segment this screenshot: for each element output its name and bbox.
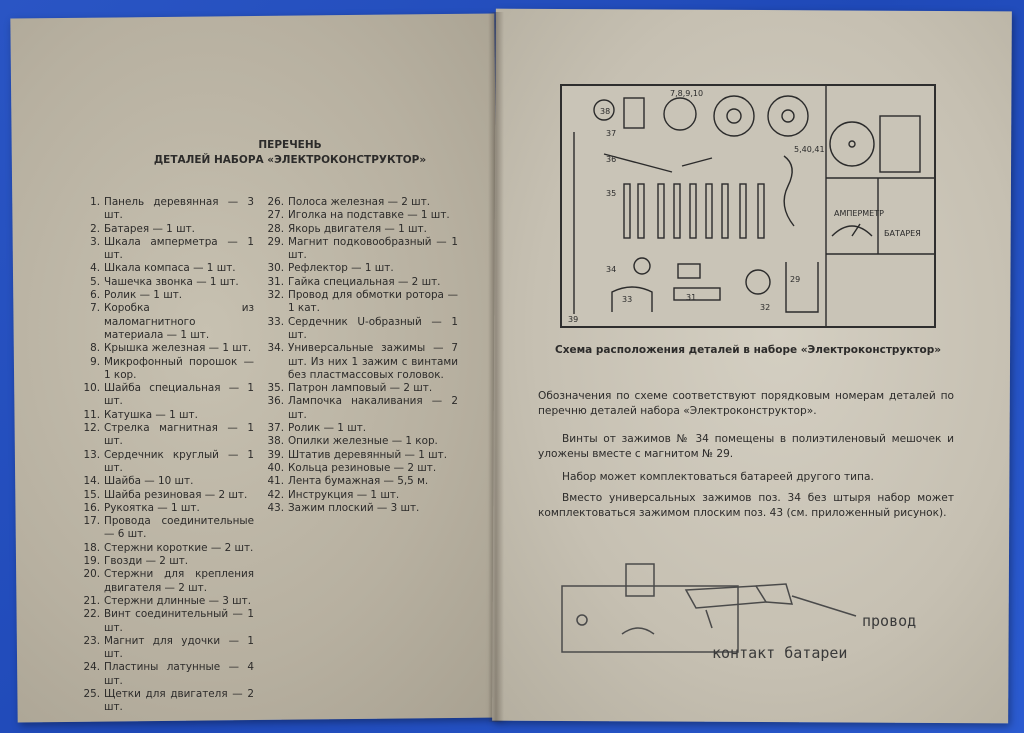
- list-item: [262, 489, 458, 502]
- item-text: Полоса железная — 2 шт.: [288, 196, 431, 208]
- book-spine: [488, 12, 504, 722]
- item-text: Щетки для двигателя — 2 шт.: [104, 687, 254, 714]
- item-text: Инструкция — 1 шт.: [288, 488, 400, 501]
- item-number: 38.: [267, 435, 284, 448]
- item-number: 35.: [267, 382, 284, 395]
- item-text: Сердечник круглый — 1 шт.: [104, 448, 254, 474]
- item-number: 1.: [90, 196, 100, 208]
- item-number: 36.: [267, 395, 284, 408]
- item-number: 29.: [267, 235, 284, 248]
- svg-text:34: 34: [606, 265, 617, 274]
- list-item: [262, 449, 458, 462]
- item-number: 20.: [83, 568, 100, 581]
- item-text: Винт соединительный — 1 шт.: [104, 608, 254, 634]
- parts-list-title: [120, 138, 460, 168]
- paragraph-clamp: Вместо универсальных зажимов поз. 34 без штыря набор может комплектоваться зажимом плоским поз. 43 (см. приложенный рисунок).: [538, 492, 954, 519]
- list-item: [82, 409, 254, 422]
- item-text: Шайба — 10 шт.: [104, 475, 194, 488]
- item-number: 24.: [83, 661, 100, 674]
- item-number: 33.: [267, 315, 284, 328]
- item-number: 25.: [83, 687, 100, 700]
- item-number: 2.: [90, 222, 100, 235]
- item-text: Шайба резиновая — 2 шт.: [104, 488, 248, 501]
- item-number: 5.: [90, 275, 100, 288]
- list-item: [82, 542, 254, 555]
- list-item: [262, 502, 458, 515]
- paragraph-screws: Винты от зажимов № 34 помещены в полиэтиленовый мешочек и уложены вместе с магнитом № 29.: [538, 433, 954, 460]
- item-text: Стержни короткие — 2 шт.: [104, 541, 254, 554]
- list-item: [262, 342, 458, 382]
- item-number: 22.: [83, 608, 100, 621]
- item-text: Якорь двигателя — 1 шт.: [288, 222, 427, 235]
- svg-text:АМПЕРМЕТР: АМПЕРМЕТР: [834, 209, 884, 218]
- item-text: Гвозди — 2 шт.: [104, 555, 189, 568]
- item-number: 23.: [83, 634, 100, 647]
- item-number: 43.: [267, 501, 284, 514]
- list-item: [82, 289, 254, 302]
- list-item: [82, 502, 254, 515]
- item-text: Стержни длинные — 3 шт.: [104, 594, 252, 607]
- item-text: Панель деревянная — 3 шт.: [104, 196, 254, 222]
- svg-text:37: 37: [606, 129, 617, 138]
- item-number: 14.: [83, 475, 100, 488]
- item-number: 12.: [83, 422, 100, 435]
- list-item: [262, 435, 458, 448]
- item-number: 40.: [267, 461, 284, 474]
- list-item: [262, 316, 458, 343]
- list-item: [82, 276, 254, 289]
- title-line-2: ДЕТАЛЕЙ НАБОРА «ЭЛЕКТРОКОНСТРУКТОР»: [153, 154, 427, 166]
- list-item: [262, 276, 458, 289]
- item-number: 3.: [90, 235, 100, 248]
- item-number: 4.: [90, 262, 100, 275]
- item-number: 26.: [267, 196, 284, 208]
- list-item: [262, 395, 458, 422]
- list-item: [82, 608, 254, 635]
- list-item: [82, 555, 254, 568]
- list-item: [262, 223, 458, 236]
- item-number: 16.: [83, 501, 100, 514]
- item-text: Чашечка звонка — 1 шт.: [104, 275, 239, 288]
- item-number: 6.: [90, 289, 100, 302]
- list-item: [262, 262, 458, 275]
- svg-text:36: 36: [606, 155, 617, 164]
- paragraph-legend: Обозначения по схеме соответствуют порядковым номерам деталей по перечню деталей набора «Электроконструктор».: [538, 390, 954, 417]
- parts-list-column-2: [262, 196, 458, 515]
- item-text: Сердечник U-образный — 1 шт.: [288, 315, 458, 341]
- list-item: [82, 382, 254, 409]
- list-item: [82, 568, 254, 595]
- list-item: [262, 475, 458, 488]
- list-item: [82, 342, 254, 355]
- list-item: [82, 262, 254, 275]
- scheme-caption: Схема расположения деталей в наборе «Электроконструктор»: [554, 344, 941, 356]
- list-item: [82, 422, 254, 449]
- scheme-drawing: [562, 86, 934, 326]
- list-item: [262, 462, 458, 475]
- list-item: [262, 209, 458, 222]
- list-item: [82, 196, 254, 223]
- item-text: Крышка железная — 1 шт.: [104, 342, 252, 355]
- item-text: Кольца резиновые — 2 шт.: [288, 461, 437, 474]
- item-number: 32.: [267, 289, 284, 302]
- item-text: Рукоятка — 1 шт.: [104, 501, 200, 514]
- list-item: [262, 422, 458, 435]
- item-text: Провода соединительные — 6 шт.: [104, 515, 254, 541]
- item-text: Опилки железные — 1 кор.: [288, 435, 438, 448]
- item-text: Батарея — 1 шт.: [104, 222, 195, 235]
- item-text: Провод для обмотки ротора — 1 кат.: [288, 289, 458, 315]
- item-number: 31.: [267, 275, 284, 288]
- item-text: Пластины латунные — 4 шт.: [104, 661, 254, 687]
- item-number: 37.: [267, 422, 284, 435]
- item-number: 41.: [267, 475, 284, 488]
- list-item: [262, 236, 458, 263]
- item-text: Зажим плоский — 3 шт.: [288, 501, 420, 514]
- item-text: Патрон ламповый — 2 шт.: [288, 382, 433, 395]
- svg-text:33: 33: [622, 295, 633, 304]
- item-text: Катушка — 1 шт.: [104, 408, 198, 421]
- item-number: 28.: [267, 222, 284, 235]
- list-item: [262, 196, 458, 209]
- title-line-1: ПЕРЕЧЕНЬ: [258, 139, 322, 151]
- list-item: [82, 223, 254, 236]
- item-text: Гайка специальная — 2 шт.: [288, 275, 441, 288]
- item-number: 34.: [267, 342, 284, 355]
- list-item: [82, 595, 254, 608]
- item-text: Ролик — 1 шт.: [104, 289, 183, 302]
- item-number: 18.: [83, 541, 100, 554]
- item-text: Лента бумажная — 5,5 м.: [288, 475, 429, 488]
- item-text: Шкала амперметра — 1 шт.: [104, 235, 254, 262]
- svg-text:29: 29: [790, 275, 801, 284]
- item-text: Шайба специальная — 1 шт.: [104, 382, 254, 408]
- item-text: Лампочка накаливания — 2 шт.: [288, 395, 458, 421]
- list-item: [82, 515, 254, 542]
- item-number: 13.: [83, 448, 100, 461]
- list-item: [82, 449, 254, 476]
- svg-text:38: 38: [600, 107, 611, 116]
- label-wire: провод: [862, 612, 917, 630]
- item-number: 42.: [267, 488, 284, 501]
- item-text: Магнит подковообразный — 1 шт.: [288, 235, 458, 262]
- item-number: 15.: [83, 488, 100, 501]
- list-item: [82, 302, 254, 342]
- item-text: Шкала компаса — 1 шт.: [104, 262, 236, 275]
- list-item: [82, 236, 254, 263]
- list-item: [82, 489, 254, 502]
- item-number: 39.: [267, 448, 284, 461]
- list-item: [82, 661, 254, 688]
- item-number: 11.: [83, 408, 100, 421]
- svg-text:5,40,41: 5,40,41: [794, 145, 825, 154]
- parts-list-column-1: [82, 196, 254, 715]
- parts-layout-scheme: [560, 84, 936, 328]
- list-item: [82, 688, 254, 715]
- item-number: 21.: [83, 594, 100, 607]
- list-item: [82, 635, 254, 662]
- item-number: 19.: [83, 555, 100, 568]
- item-number: 8.: [90, 342, 100, 355]
- item-number: 7.: [90, 302, 100, 315]
- item-text: Иголка на подставке — 1 шт.: [288, 209, 450, 222]
- svg-text:35: 35: [606, 189, 617, 198]
- item-number: 30.: [267, 262, 284, 275]
- list-item: [82, 356, 254, 383]
- svg-text:7,8,9,10: 7,8,9,10: [670, 89, 704, 98]
- list-item: [262, 289, 458, 316]
- paragraph-battery: Набор может комплектоваться батареей другого типа.: [562, 471, 874, 483]
- list-item: [262, 382, 458, 395]
- label-battery-contact: контакт батареи: [712, 644, 848, 662]
- svg-text:32: 32: [760, 303, 771, 312]
- item-text: Стержни для крепления двигателя — 2 шт.: [104, 568, 254, 594]
- item-text: Микрофонный порошок — 1 кор.: [104, 355, 254, 381]
- svg-text:39: 39: [568, 315, 579, 324]
- item-text: Рефлектор — 1 шт.: [288, 262, 394, 275]
- item-number: 10.: [83, 382, 100, 395]
- item-number: 27.: [267, 209, 284, 222]
- list-item: [82, 475, 254, 488]
- item-number: 9.: [90, 355, 100, 368]
- item-text: Ролик — 1 шт.: [288, 422, 367, 435]
- item-text: Универсальные зажимы — 7 шт. Из них 1 зажим с винтами без пластмассовых головок.: [288, 342, 458, 381]
- svg-text:БАТАРЕЯ: БАТАРЕЯ: [884, 229, 921, 238]
- item-number: 17.: [83, 515, 100, 528]
- item-text: Штатив деревянный — 1 шт.: [288, 448, 448, 461]
- item-text: Коробка из маломагнитного материала — 1 шт.: [104, 302, 254, 341]
- svg-text:31: 31: [686, 293, 697, 302]
- item-text: Магнит для удочки — 1 шт.: [104, 634, 254, 661]
- item-text: Стрелка магнитная — 1 шт.: [104, 422, 254, 448]
